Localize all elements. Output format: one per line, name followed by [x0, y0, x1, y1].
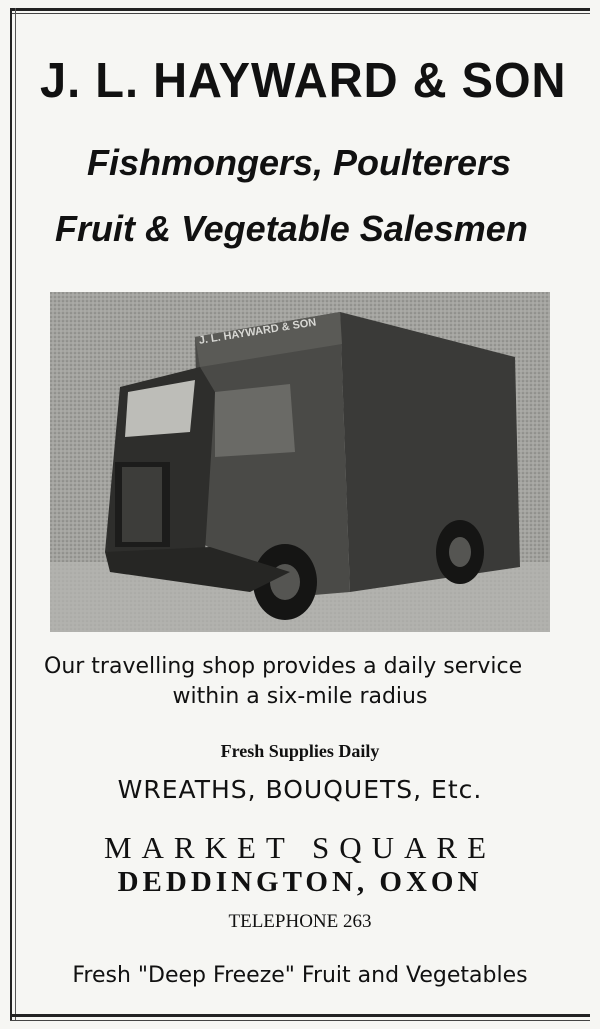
telephone-number: TELEPHONE 263	[228, 911, 372, 932]
border-left	[10, 8, 12, 1020]
border-left-inner	[15, 8, 16, 1020]
delivery-van-photo	[50, 292, 550, 632]
van-illustration	[50, 292, 550, 632]
border-top	[10, 8, 590, 11]
business-name: J. L. HAYWARD & SON	[40, 51, 567, 108]
address-town: DEDDINGTON, OXON	[117, 866, 483, 898]
wreaths-bouquets: WREATHS, BOUQUETS, Etc.	[117, 775, 483, 804]
trade-line-1: Fishmongers, Poulterers	[87, 142, 512, 183]
service-line-1: Our travelling shop provides a daily service	[44, 654, 523, 679]
deep-freeze-footer: Fresh "Deep Freeze" Fruit and Vegetables	[72, 963, 528, 988]
border-bottom	[10, 1014, 590, 1017]
fresh-supplies: Fresh Supplies Daily	[220, 741, 380, 761]
service-line-2: within a six-mile radius	[172, 684, 428, 709]
border-bottom-inner	[10, 1020, 590, 1021]
address-street: MARKET SQUARE	[103, 830, 497, 865]
trade-line-2: Fruit & Vegetable Salesmen	[55, 208, 528, 249]
van-sign-text: J. L. HAYWARD & SON	[197, 316, 318, 347]
border-top-inner	[10, 13, 590, 14]
